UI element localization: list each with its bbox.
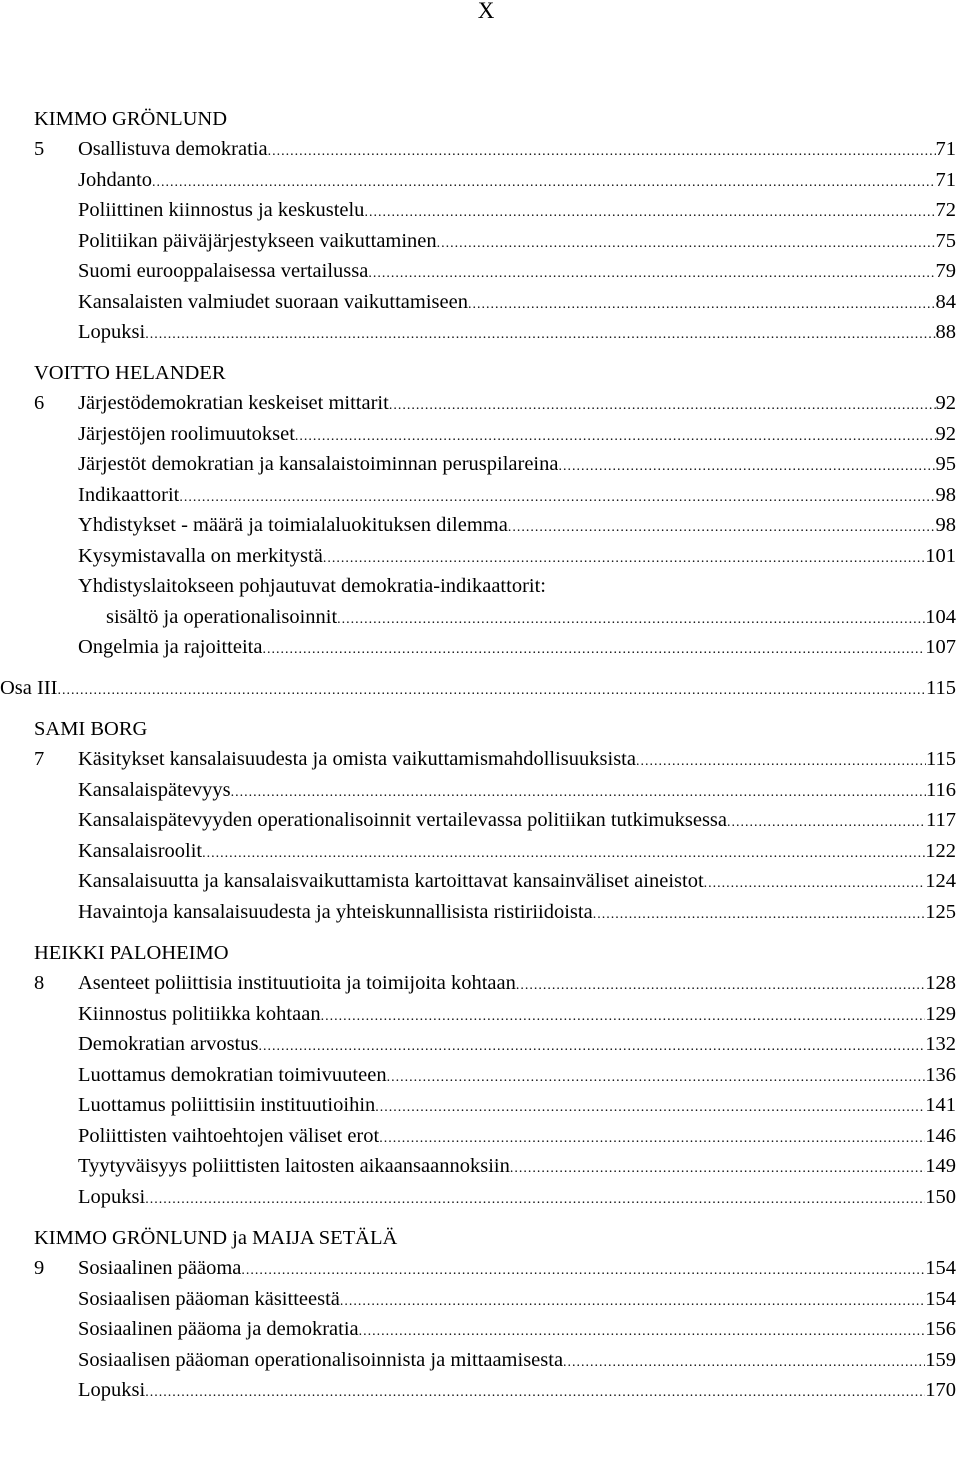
entry-title: Ongelmia ja rajoitteita: [78, 636, 263, 658]
dot-leader: [364, 195, 935, 228]
entry-title: Osallistuva demokratia: [78, 138, 268, 160]
entry-title: Kansalaisuutta ja kansalaisvaikuttamista kartoittavat kansainväliset aineistot: [78, 870, 704, 892]
dot-leader: [636, 744, 926, 777]
entry-title: Sosiaalisen pääoman operationalisoinnista ja mittaamisesta: [78, 1349, 564, 1371]
chapter-number: 9: [34, 1257, 45, 1279]
dot-leader: [241, 1253, 925, 1286]
entry-title: Sosiaalinen pääoma ja demokratia: [78, 1318, 359, 1340]
toc-section: [78, 510, 956, 540]
entry-title: Järjestöt demokratian ja kansalaistoiminnan peruspilareina: [78, 453, 559, 475]
toc-section: [78, 1090, 956, 1120]
entry-page-number: 79: [935, 260, 956, 282]
entry-page-number: 88: [935, 321, 956, 343]
dot-leader: [510, 1151, 925, 1184]
dot-leader: [152, 165, 935, 198]
toc-section: [78, 449, 956, 479]
toc-chapter: [34, 134, 956, 164]
dot-leader: [389, 388, 936, 421]
toc-chapter: [34, 744, 956, 774]
entry-page-number: 84: [935, 291, 956, 313]
entry-page-number: 154: [925, 1288, 956, 1310]
dot-leader: [58, 673, 927, 706]
dot-leader: [468, 287, 936, 320]
toc-section: [78, 256, 956, 286]
toc-section: [78, 1314, 956, 1344]
entry-page-number: 129: [925, 1003, 956, 1025]
toc-section: [78, 1375, 956, 1405]
entry-title: Asenteet poliittisia instituutioita ja toimijoita kohtaan: [78, 972, 516, 994]
toc-section: [78, 165, 956, 195]
toc-section: [78, 419, 956, 449]
toc-section-title: Yhdistyslaitokseen pohjautuvat demokratia-indikaattorit:: [78, 575, 546, 597]
toc-section: [78, 866, 956, 896]
toc-section: [78, 1151, 956, 1181]
dot-leader: [179, 480, 935, 513]
dot-leader: [508, 510, 936, 543]
entry-page-number: 107: [925, 636, 956, 658]
entry-title: Politiikan päiväjärjestykseen vaikuttaminen: [78, 230, 437, 252]
entry-page-number: 71: [935, 169, 956, 191]
entry-title: Lopuksi: [78, 1186, 146, 1208]
entry-page-number: 125: [925, 901, 956, 923]
entry-title: Järjestödemokratian keskeiset mittarit: [78, 392, 389, 414]
dot-leader: [231, 775, 926, 808]
entry-page-number: 159: [925, 1349, 956, 1371]
dot-leader: [321, 999, 926, 1032]
dot-leader: [262, 632, 925, 665]
dot-leader: [145, 317, 935, 350]
entry-page-number: 98: [935, 514, 956, 536]
toc-section: [78, 1345, 956, 1375]
toc-part: [0, 673, 956, 703]
dot-leader: [295, 419, 936, 452]
toc-chapter: [34, 388, 956, 418]
toc-section: [78, 1121, 956, 1151]
entry-title: Yhdistykset - määrä ja toimialaluokituksen dilemma: [78, 514, 508, 536]
entry-page-number: 71: [935, 138, 956, 160]
entry-title: Luottamus poliittisiin instituutioihin: [78, 1094, 376, 1116]
entry-title: Johdanto: [78, 169, 153, 191]
entry-page-number: 104: [925, 606, 956, 628]
entry-page-number: 154: [925, 1257, 956, 1279]
entry-title: Havaintoja kansalaisuudesta ja yhteiskunnallisista ristiriidoista: [78, 901, 593, 923]
entry-page-number: 116: [926, 779, 956, 801]
toc-section: [78, 1284, 956, 1314]
dot-leader: [323, 541, 925, 574]
dot-leader: [727, 805, 926, 838]
entry-title: Sosiaalisen pääoman käsitteestä: [78, 1288, 340, 1310]
entry-page-number: 75: [935, 230, 956, 252]
dot-leader: [337, 602, 925, 635]
toc-section: [78, 805, 956, 835]
toc-section: [78, 317, 956, 347]
toc-section: [78, 287, 956, 317]
toc-section: [78, 836, 956, 866]
dot-leader: [387, 1060, 926, 1093]
dot-leader: [145, 1182, 925, 1215]
toc-author: VOITTO HELANDER: [34, 362, 226, 384]
dot-leader: [375, 1090, 925, 1123]
toc-section: [78, 897, 956, 927]
entry-title: Sosiaalinen pääoma: [78, 1257, 242, 1279]
entry-title: Kansalaispätevyyden operationalisoinnit vertailevassa politiikan tutkimuksessa: [78, 809, 728, 831]
entry-title: Käsitykset kansalaisuudesta ja omista vaikuttamismahdollisuuksista: [78, 748, 636, 770]
dot-leader: [437, 226, 936, 259]
entry-page-number: 146: [925, 1125, 956, 1147]
dot-leader: [563, 1345, 925, 1378]
dot-leader: [704, 866, 926, 899]
entry-page-number: 95: [935, 453, 956, 475]
dot-leader: [268, 134, 936, 167]
dot-leader: [145, 1375, 925, 1408]
entry-title: Lopuksi: [78, 321, 146, 343]
dot-leader: [368, 256, 935, 289]
entry-title: Kansalaisroolit: [78, 840, 203, 862]
entry-title: Kysymistavalla on merkitystä: [78, 545, 323, 567]
toc-section: [78, 1182, 956, 1212]
entry-page-number: 72: [935, 199, 956, 221]
entry-page-number: 122: [925, 840, 956, 862]
entry-title: Suomi eurooppalaisessa vertailussa: [78, 260, 369, 282]
toc-author: KIMMO GRÖNLUND ja MAIJA SETÄLÄ: [34, 1227, 398, 1249]
toc-section: [78, 632, 956, 662]
chapter-number: 8: [34, 972, 45, 994]
toc-section: [78, 1060, 956, 1090]
dot-leader: [516, 968, 925, 1001]
entry-title: Kansalaisten valmiudet suoraan vaikuttamiseen: [78, 291, 468, 313]
toc-subsection: [106, 602, 956, 632]
chapter-number: 6: [34, 392, 45, 414]
entry-page-number: 141: [925, 1094, 956, 1116]
entry-page-number: 101: [925, 545, 956, 567]
dot-leader: [379, 1121, 925, 1154]
entry-title: Poliittinen kiinnostus ja keskustelu: [78, 199, 365, 221]
entry-page-number: 132: [925, 1033, 956, 1055]
entry-page-number: 92: [935, 423, 956, 445]
toc-author: HEIKKI PALOHEIMO: [34, 942, 229, 964]
entry-title: sisältö ja operationalisoinnit: [106, 606, 338, 628]
chapter-number: 5: [34, 138, 45, 160]
entry-page-number: 124: [925, 870, 956, 892]
dot-leader: [258, 1029, 925, 1062]
toc-section: [78, 1029, 956, 1059]
entry-page-number: 128: [925, 972, 956, 994]
entry-page-number: 170: [925, 1379, 956, 1401]
dot-leader: [558, 449, 935, 482]
entry-page-number: 149: [925, 1155, 956, 1177]
toc-section: [78, 480, 956, 510]
entry-title: Kiinnostus politiikka kohtaan: [78, 1003, 321, 1025]
entry-title: Kansalaispätevyys: [78, 779, 231, 801]
entry-title: Lopuksi: [78, 1379, 146, 1401]
toc-section: [78, 195, 956, 225]
page-number: X: [477, 0, 495, 23]
entry-page-number: 136: [925, 1064, 956, 1086]
entry-title: Indikaattorit: [78, 484, 180, 506]
entry-page-number: 92: [935, 392, 956, 414]
entry-page-number: 117: [926, 809, 956, 831]
entry-page-number: 115: [926, 748, 956, 770]
toc-author: SAMI BORG: [34, 718, 148, 740]
dot-leader: [593, 897, 926, 930]
entry-page-number: 98: [935, 484, 956, 506]
toc-section: [78, 226, 956, 256]
dot-leader: [202, 836, 925, 869]
chapter-number: 7: [34, 748, 45, 770]
entry-title: Osa III: [0, 677, 58, 699]
toc-section: [78, 775, 956, 805]
entry-title: Demokratian arvostus: [78, 1033, 259, 1055]
toc-chapter: [34, 968, 956, 998]
entry-title: Tyytyväisyys poliittisten laitosten aikaansaannoksiin: [78, 1155, 510, 1177]
entry-title: Järjestöjen roolimuutokset: [78, 423, 295, 445]
toc-author: KIMMO GRÖNLUND: [34, 108, 228, 130]
toc-section: [78, 541, 956, 571]
dot-leader: [340, 1284, 925, 1317]
entry-page-number: 115: [926, 677, 956, 699]
toc-chapter: [34, 1253, 956, 1283]
dot-leader: [359, 1314, 926, 1347]
entry-page-number: 150: [925, 1186, 956, 1208]
entry-title: Poliittisten vaihtoehtojen väliset erot: [78, 1125, 380, 1147]
entry-page-number: 156: [925, 1318, 956, 1340]
entry-title: Luottamus demokratian toimivuuteen: [78, 1064, 387, 1086]
toc-section: [78, 999, 956, 1029]
